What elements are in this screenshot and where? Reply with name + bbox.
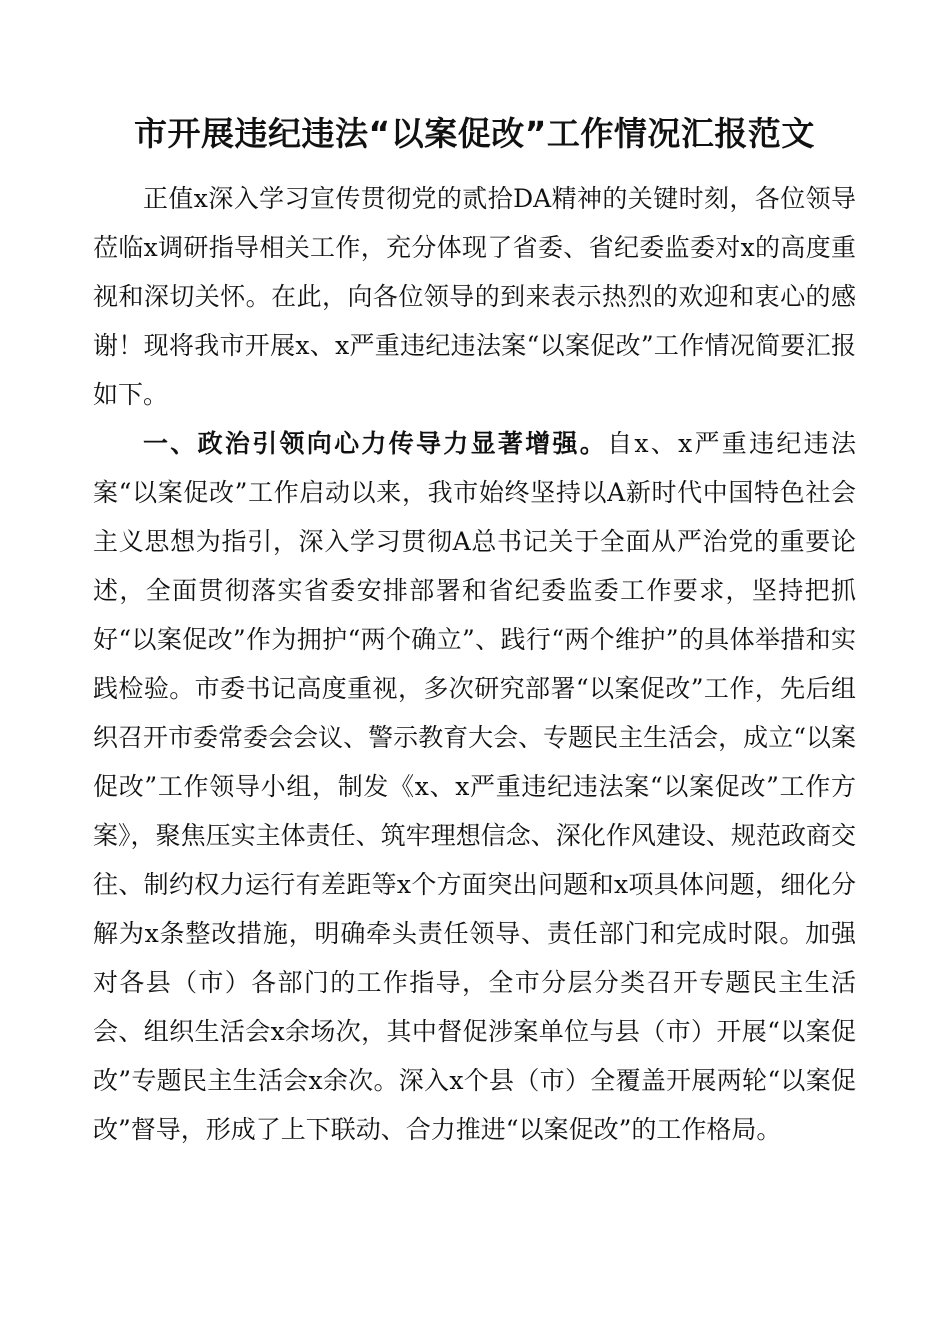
section-body: 自x、x严重违纪违法案“以案促改”工作启动以来，我市始终坚持以A新时代中国特色社会主义思想为指引，深入学习贯彻A总书记关于全面从严治党的重要论述，全面贯彻落实省委安排部署和省纪委监委工作要求，坚持把抓好“以案促改”作为拥护“两个确立”、践行“两个维护”的具体举措和实践检验。市委书记高度重视，多次研究部署“以案促改”工作，先后组织召开市委常委会会议、警示教育大会、专题民主生活会，成立“以案促改”工作领导小组，制发《x、x严重违纪违法案“以案促改”工作方案》，聚焦压实主体责任、筑牢理想信念、深化作风建设、规范政商交往、制约权力运行有差距等x个方面突出问题和x项具体问题，细化分解为x条整改措施，明确牵头责任领导、责任部门和完成时限。加强对各县（市）各部门的工作指导，全市分层分类召开专题民主生活会、组织生活会x余场次，其中督促涉案单位与县（市）开展“以案促改”专题民主生活会x余次。深入x个县（市）全覆盖开展两轮“以案促改”督导，形成了上下联动、合力推进“以案促改”的工作格局。 xyxy=(93,429,856,1144)
intro-paragraph: 正值x深入学习宣传贯彻党的贰拾DA精神的关键时刻，各位领导莅临x调研指导相关工作，充分体现了省委、省纪委监委对x的高度重视和深切关怀。在此，向各位领导的到来表示热烈的欢迎和衷心的感谢！现将我市开展x、x严重违纪违法案“以案促改”工作情况简要汇报如下。 xyxy=(93,184,856,409)
section-heading: 一、政治引领向心力传导力显著增强。 xyxy=(143,429,608,458)
section-paragraph xyxy=(93,419,856,1154)
document-title: 市开展违纪违法“以案促改”工作情况汇报范文 xyxy=(134,114,815,153)
